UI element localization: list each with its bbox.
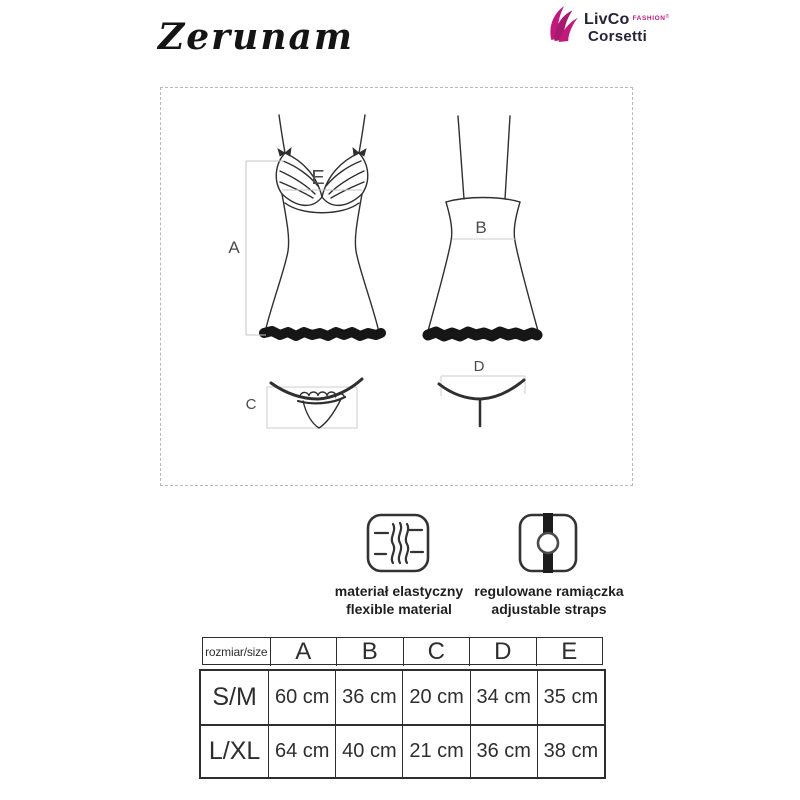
logo-fashion-label: FASHION <box>632 15 666 22</box>
size-value: 64 cm <box>268 724 335 777</box>
size-value: 34 cm <box>470 671 537 724</box>
size-value: 60 cm <box>268 671 335 724</box>
logo-corsetti-wordmark: Corsetti <box>588 28 648 45</box>
back-hem-ruffle <box>428 332 537 336</box>
size-table-header-size: rozmiar/size <box>205 645 268 659</box>
garment-front-drawing <box>264 115 381 336</box>
logo-registered-mark: ® <box>665 14 670 20</box>
flexible-material-icon <box>366 513 430 573</box>
measure-label-d: D <box>473 358 485 375</box>
size-table-header-a: A <box>270 638 337 666</box>
panty-front-drawing <box>271 379 362 428</box>
logo-livco-wordmark: LivCo <box>584 11 630 28</box>
caption-line-pl: materiał elastyczny <box>334 583 464 599</box>
measure-label-c: C <box>245 396 257 413</box>
measure-label-a: A <box>228 238 240 257</box>
garment-diagram <box>160 87 633 486</box>
size-value: 38 cm <box>537 724 604 777</box>
front-hem-ruffle <box>264 331 381 336</box>
caption-line-en: flexible material <box>346 600 452 617</box>
size-value: 21 cm <box>402 724 469 777</box>
adjustable-straps-icon <box>516 513 580 573</box>
size-value: 35 cm <box>537 671 604 724</box>
logo-swirl-icon <box>546 4 582 42</box>
panty-back-drawing <box>439 380 524 426</box>
size-value: 20 cm <box>402 671 469 724</box>
page-title: Zerunam <box>158 16 354 58</box>
size-value: 40 cm <box>335 724 402 777</box>
adjustable-straps-caption <box>439 583 659 619</box>
size-table-header-c: C <box>403 638 470 666</box>
size-table-body <box>199 669 606 779</box>
measure-lines-front <box>246 161 362 335</box>
brand-logo <box>546 4 696 46</box>
size-table-header-e: E <box>536 638 603 666</box>
caption-line-en: adjustable straps <box>491 600 607 617</box>
size-table-header-b: B <box>336 638 403 666</box>
caption-line-pl: regulowane ramiączka <box>474 583 624 599</box>
diagram-panel <box>160 87 633 486</box>
size-table-header <box>202 637 603 665</box>
measure-label-e: E <box>311 167 325 189</box>
size-value: 36 cm <box>470 724 537 777</box>
size-table-header-d: D <box>469 638 536 666</box>
size-row-label: L/XL <box>201 724 268 777</box>
size-value: 36 cm <box>335 671 402 724</box>
measure-label-b: B <box>475 218 487 237</box>
size-row-label: S/M <box>212 683 257 711</box>
